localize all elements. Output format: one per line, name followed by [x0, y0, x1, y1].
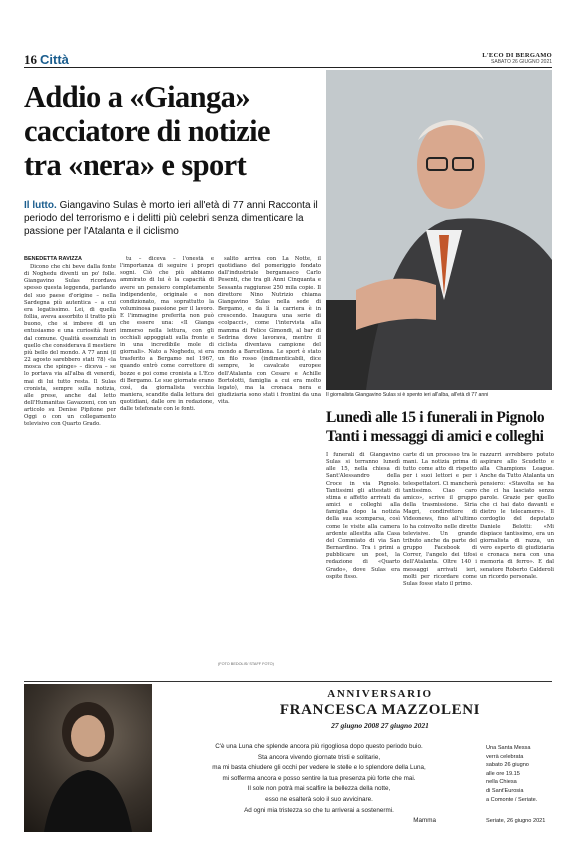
- mass-line: a Comonte / Seriate.: [486, 796, 538, 803]
- poem-line: mi sofferma ancora e posso sentire la tua presenza più forte che mai.: [222, 774, 416, 782]
- page-number: 16: [24, 52, 37, 67]
- poem-line: esso ne esalterà solo il suo avvicinare.: [265, 795, 373, 803]
- anniversary-dates: 27 giugno 2008 27 giugno 2021: [331, 721, 429, 730]
- poem-line: C'è una Luna che splende ancora più rigogliosa dopo questo periodo buio.: [215, 743, 423, 750]
- poem-signature: Mamma: [413, 817, 436, 825]
- mass-line: di Sant'Eurosia: [486, 787, 524, 794]
- place-date: Seriate, 26 giugno 2021: [486, 818, 546, 824]
- article-paragraph: tu – diceva – l'onestà e l'importanza di seguire i propri sogni. Ciò che più abbiamo ammirato di lui è la capacità di avere un pensiero completamente indipendente, originale e non condizionato, ma soprattutto la voluminosa passione per il lavoro. E l'immagine preferita non può che essere una: «Il Gianga immerso nella lettura, con gli occhiali appoggiati sulla fronte e in una incredibile mole di giornali». Nato a Noghedu, si era trasferito a Bergamo nel 1967, quando entrò come correttore di bozze e poi come cronista a L'Eco di Bergamo. Le sue giornate erano così, da giornalista vecchia maniera, scandite dalla lettura dei quotidiani, dalle ore in redazione, dalle telefonate con le fonti.: [120, 256, 214, 413]
- masthead-name: L'ECO DI BERGAMO: [482, 52, 552, 59]
- secondary-headline-line-1: Lunedì alle 15 i funerali in Pignolo: [326, 409, 545, 426]
- subheadline: [24, 199, 324, 238]
- secondary-column-3: [480, 452, 554, 668]
- anniversary-notice: [24, 681, 552, 833]
- masthead: [482, 52, 552, 65]
- secondary-paragraph: I funerali di Giangavino Sulas si terranno lunedì alle 15, nella chiesa di Sant'Alessandro della Croce in via Pignolo. Tantissimi gli attestati di stima e affetto arrivati da amici e colleghi alla famiglia dopo la notizia della sua scomparsa, così come le visite alla camera ardente allestita alla Casa del Commiato di via San Bernardino. Tra i primi a pubblicare un post, la redazione di «Quarto Grado», dove Sulas era ospite fisso.: [326, 452, 400, 580]
- headline-line-2: cacciatore di notizie: [24, 114, 270, 148]
- masthead-date: SABATO 26 GIUGNO 2021: [491, 59, 552, 65]
- poem-line: ma mi basta chiudere gli occhi per vedere le stelle e lo splendore della Luna,: [212, 764, 426, 772]
- subhead-text: Giangavino Sulas è morto ieri all'età di 77 anni Racconta il periodo del terrorismo e i delitti più celebri senza dimenticare la passione per l'Atalanta e il ciclismo: [24, 200, 318, 237]
- portrait-illustration: [326, 70, 552, 390]
- secondary-headline-line-2: Tanti i messaggi di amici e colleghi: [326, 428, 544, 445]
- portrait-photo: [326, 70, 552, 390]
- photo-credit: (FOTO BEDOLIS/ STAFF FOTO): [218, 662, 274, 666]
- mass-announcement: [486, 744, 550, 804]
- mass-line: Una Santa Messa: [486, 745, 531, 751]
- anniversary-title: ANNIVERSARIO: [327, 688, 433, 700]
- article-column-3: [218, 256, 321, 668]
- page-header: [24, 52, 552, 68]
- mass-line: nella Chiesa: [486, 779, 517, 786]
- poem-line: Ad ogni mia tristezza so che tu arriverai a sostenermi.: [244, 806, 394, 814]
- article-column-1: [24, 264, 116, 668]
- main-headline: [24, 80, 314, 182]
- section-name: Città: [40, 52, 69, 67]
- headline-line-3: tra «nera» e sport: [24, 148, 247, 182]
- secondary-headline: [326, 408, 566, 446]
- byline: BENEDETTA RAVIZZA: [24, 256, 82, 262]
- memorial-portrait: [24, 684, 152, 832]
- memorial-photo: [24, 684, 152, 832]
- secondary-paragraph: razzurri avrebbero potuto aspirare allo Scudetto e alla Champions League. Anche da Tutto Atalanta un pensiero: «Stavolta se ha che ci ha lasciato senza parole. Grazie per quello che ci hai dato davanti e dietro le telecamere». Il cordoglio del deputato Daniele Belotti: «Mi dispiace tantissimo, era un giornalista di razza, un vero esperto di giudiziaria e cronaca nera con una memoria di ferro». E dal senatore Roberto Calderoli un ricordo personale.: [480, 452, 554, 580]
- secondary-column-2: [403, 452, 477, 668]
- article-paragraph: Dicono che chi beve dalla fonte di Noghedu diventi un po' folle. Giangavino Sulas ricordava spesso questa leggenda, parlando del suo paese d'origine – nella Sardegna più autentica – a cui era legatissimo. Lei, di quella follia, aveva assorbito il tratto più buono, che si imbeve di un entusiasmo e una curiosità fuori dal comune. Qualità essenziali in quello che considerava il mestiere più bello del mondo. A 77 anni (il 22 agosto sarebbero stati 78) «la mosca che spinge» – diceva – se lo portava via all'alba di venerdì, mai di lui tutto resta. Il Sulas cronista, sempre sulla notizia, alle prese, anche dal letto dell'Humanitas Gavazzeni, con un articolo su Denise Pipitone per Oggi o con un collegamento televisivo con Quarto Grado.: [24, 264, 116, 428]
- article-column-2: [120, 256, 214, 668]
- headline-line-1: Addio a «Gianga»: [24, 80, 250, 114]
- photo-caption: Il giornalista Giangavino Sulas si è spento ieri all'alba, all'età di 77 anni: [326, 392, 489, 398]
- poem-line: Sta ancora vivendo giornate tristi e solitarie,: [257, 753, 381, 761]
- secondary-paragraph: carte di un processo tra le mani. La notizia prima di tutto come atto di rispetto per i suoi lettori e per i telespettatori. Ci mancherà tantissimo. Ciao caro amico», scrive il gruppo della trasmissione. Siria Magri, condirettore di Videonews, fino all'ultimo lo ha coinvolto nelle dirette televisive. Un grande tributo anche da parte del gruppo Facebook di Correr, l'angelo dei tifosi dell'Atalanta. Oltre 140 i messaggi arrivati ieri, molti per ricordare come Sulas fosse stato il primo.: [403, 452, 477, 587]
- secondary-column-1: [326, 452, 400, 668]
- poem-line: Il sole non potrà mai scalfire la bellezza della notte,: [247, 785, 391, 793]
- mass-line: alle ore 19.15: [486, 770, 520, 777]
- subhead-kicker: Il lutto.: [24, 200, 57, 211]
- mass-line: sabato 26 giugno: [486, 762, 529, 769]
- article-paragraph: salito arriva con La Notte, il quotidiano del pomeriggio fondato dall'industriale bergamasco Carlo Pesenti, che tra gli Anni Cinquanta e Sessanta raggiunse 250 mila copie. Il direttore Nino Nutrizio chiama Giangavino Sulas nella sede di Bergamo, e da lì la carriera è in crescendo. Inaugura una serie di «colpacci», come l'intervista alla mamma di Felice Gimondi, al bar di Sedrina dove lavorava, mentre il ciclista diventava campione del mondo a Barcellona. Le sport è stato un filo rosso (indimenticabili, dice sempre, le cavalcate europee dell'Atalanta con Cesare e Achille Bortolotti, famiglia a cui era molto legato), ma la cronaca nera e giudiziaria sono stati i frontini da una vita.: [218, 256, 321, 406]
- memorial-poem: [168, 742, 470, 827]
- deceased-name: FRANCESCA MAZZOLENI: [279, 702, 481, 718]
- mass-line: verrà celebrata: [486, 753, 524, 760]
